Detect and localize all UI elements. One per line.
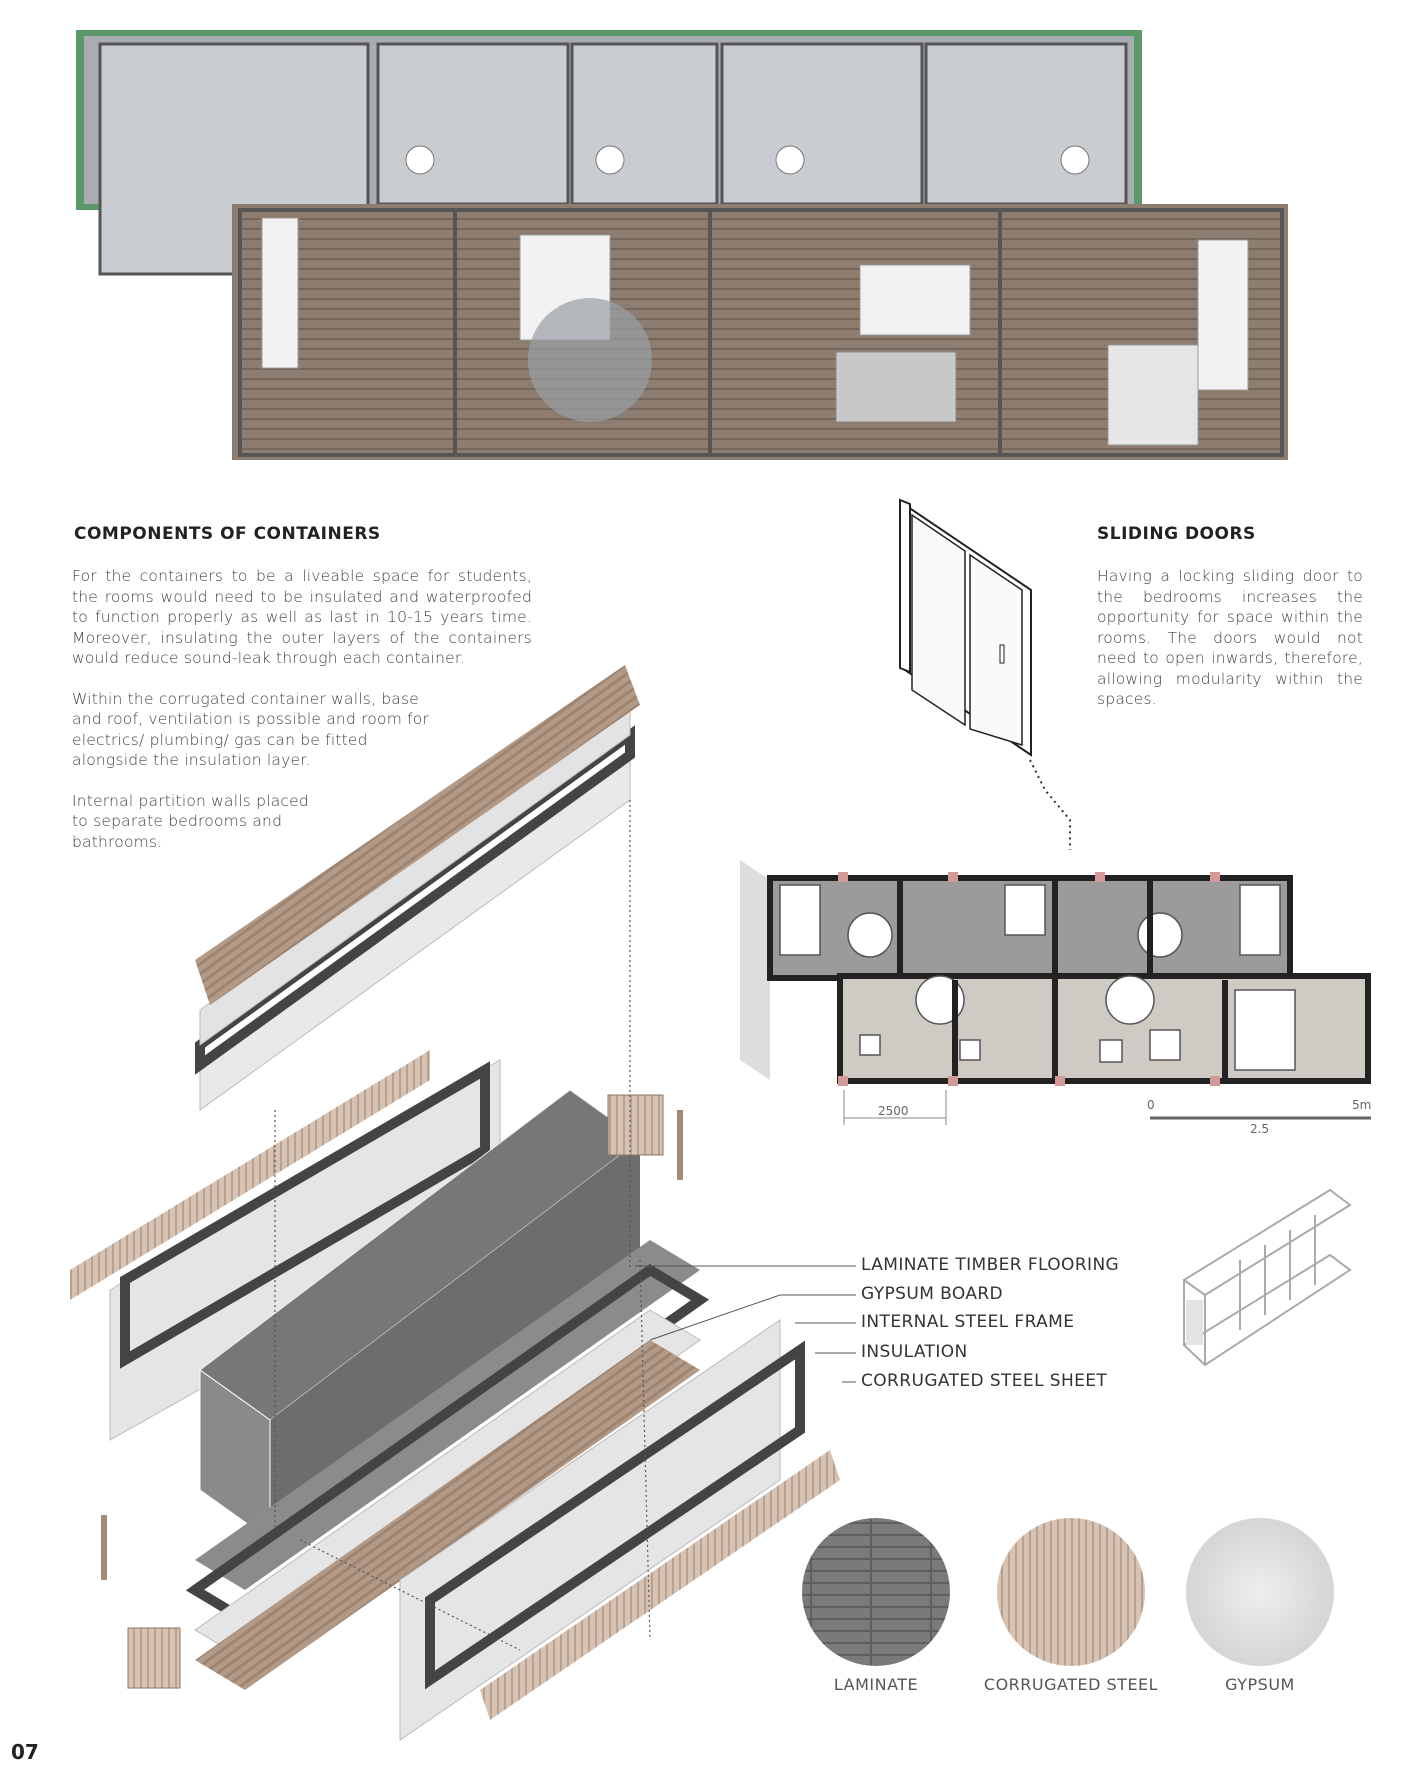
components-paragraph-1: For the containers to be a liveable space for students, the rooms would need to be insulated and waterproofed to function properly as well as last in 10-15 years time. Moreover, insulating the outer layers of the containers would reduce sound-leak through each container. xyxy=(72,567,532,667)
container-frame-icon xyxy=(1184,1190,1350,1365)
material-label-corrugated-steel: CORRUGATED STEEL xyxy=(983,1675,1159,1694)
layer-label-gypsum-board: GYPSUM BOARD xyxy=(861,1284,1004,1304)
components-paragraph-2: Within the corrugated container walls, base and roof, ventilation is possible and room for electrics/ plumbing/ gas can be fitted alongside the insulation layer. xyxy=(72,689,430,769)
gypsum-swatch xyxy=(1186,1518,1334,1666)
sliding-doors-heading: SLIDING DOORS xyxy=(1097,524,1256,544)
components-heading: COMPONENTS OF CONTAINERS xyxy=(74,524,381,544)
plan-dimension: 2500 xyxy=(878,1104,909,1118)
floor-plan xyxy=(740,860,1371,1125)
components-paragraph-3: Internal partition walls placed to separate bedrooms and bathrooms. xyxy=(72,791,309,851)
material-label-gypsum: GYPSUM xyxy=(1225,1675,1295,1694)
layer-label-corrugated-steel-sheet: CORRUGATED STEEL SHEET xyxy=(861,1371,1108,1391)
scale-mid: 2.5 xyxy=(1250,1122,1270,1136)
scale-end: 5m xyxy=(1352,1098,1372,1112)
layer-label-internal-steel-frame: INTERNAL STEEL FRAME xyxy=(861,1312,1075,1332)
container-interior-rendering xyxy=(76,30,1288,460)
page-number: 07 xyxy=(11,1740,39,1764)
corrugated-steel-swatch xyxy=(997,1518,1145,1666)
scale-start: 0 xyxy=(1147,1098,1155,1112)
material-label-laminate: LAMINATE xyxy=(833,1675,919,1694)
laminate-swatch xyxy=(802,1518,950,1666)
components-text xyxy=(72,566,532,872)
layer-label-laminate-flooring: LAMINATE TIMBER FLOORING xyxy=(861,1255,1120,1275)
layer-label-insulation: INSULATION xyxy=(861,1342,968,1362)
callout-line xyxy=(1030,760,1070,850)
sliding-doors-text: Having a locking sliding door to the bedrooms increases the opportunity for space within the rooms. The doors would not need to open inwards, therefore, allowing modularity within the spaces. xyxy=(1097,567,1363,708)
sliding-door-drawing xyxy=(900,500,1031,755)
